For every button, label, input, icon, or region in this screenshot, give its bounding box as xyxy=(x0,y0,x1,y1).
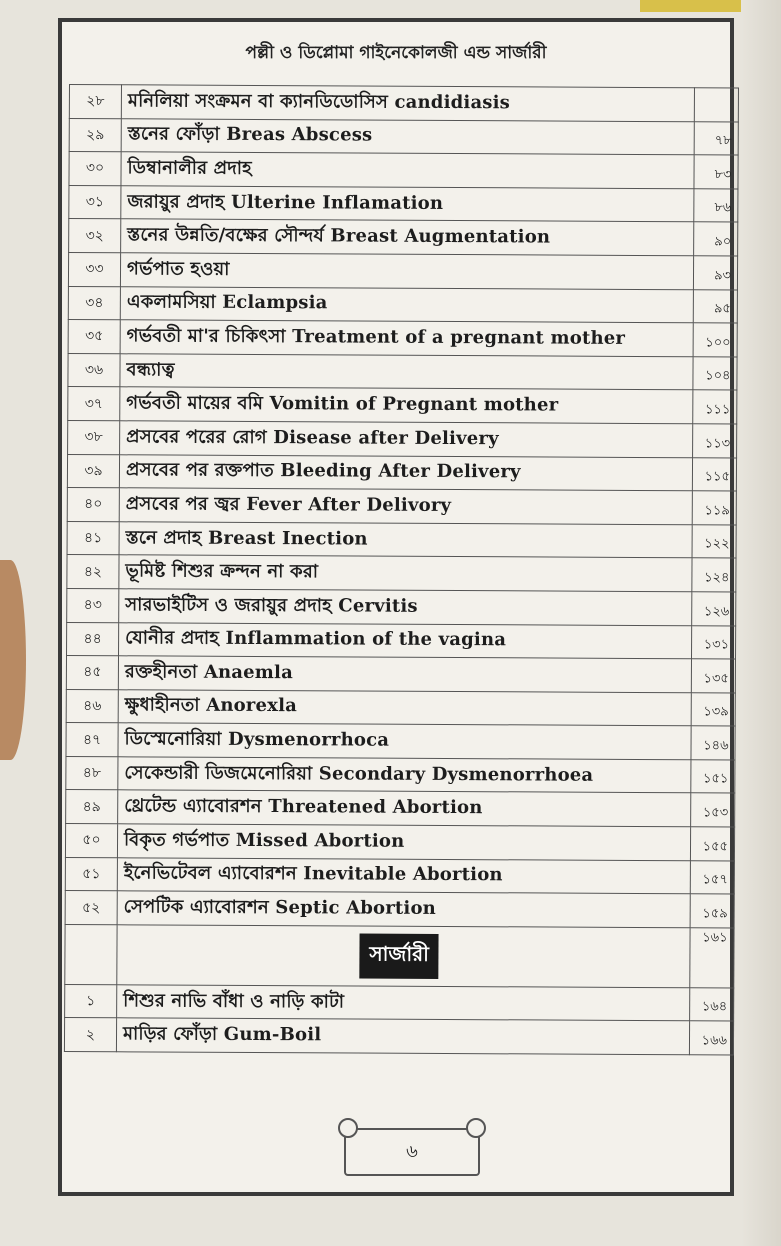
toc-row xyxy=(68,252,737,289)
toc-entry-page: ৭৮ xyxy=(694,121,738,155)
tab-curl-right-icon xyxy=(466,1118,486,1138)
finger-edge xyxy=(0,560,26,760)
toc-entry-title: থ্রেটেন্ড এ্যাবোরশন Threatened Abortion xyxy=(118,790,691,827)
toc-entry-number: ৪৫ xyxy=(66,656,118,690)
toc-entry-title: স্তনে প্রদাহ Breast Inection xyxy=(119,521,692,558)
toc-row xyxy=(68,353,737,390)
toc-entry-title: যোনীর প্রদাহ Inflammation of the vagina xyxy=(119,622,692,659)
toc-entry-title: ক্ষুধাহীনতা Anorexla xyxy=(118,689,691,726)
toc-row xyxy=(68,286,737,323)
toc-row xyxy=(65,824,734,861)
toc-row xyxy=(66,756,735,793)
toc-entry-title: সেপটিক এ্যাবোরশন Septic Abortion xyxy=(117,891,690,928)
toc-row xyxy=(66,723,735,760)
toc-entry-title: ভূমিষ্ট শিশুর ক্রন্দন না করা xyxy=(119,555,692,592)
toc-entry-page: ১৫৯ xyxy=(690,894,734,928)
toc-entry-page: ১২২ xyxy=(692,524,736,558)
toc-entry-page: ১১১ xyxy=(693,390,737,424)
toc-entry-page: ৯৩ xyxy=(693,256,737,290)
toc-entry-number: ৫১ xyxy=(65,857,117,891)
toc-entry-number: ৪৪ xyxy=(67,622,119,656)
toc-entry-title: সারভাইটিস ও জরায়ুর প্রদাহ Cervitis xyxy=(119,589,692,626)
toc-entry-page: ১৪৬ xyxy=(691,726,735,760)
toc-entry-page: ১৩৯ xyxy=(691,692,735,726)
toc-entry-title: একলামসিয়া Eclampsia xyxy=(120,286,693,323)
toc-entry-page: ১০০ xyxy=(693,323,737,357)
toc-entry-title: গর্ভপাত হওয়া xyxy=(120,253,693,290)
section-row xyxy=(65,924,734,988)
toc-entry-number: ৩১ xyxy=(69,185,121,219)
toc-row xyxy=(69,185,738,222)
toc-row xyxy=(65,984,734,1021)
toc-entry-number: ২৮ xyxy=(69,85,121,119)
toc-entry-number: ৩৯ xyxy=(67,454,119,488)
toc-row xyxy=(66,689,735,726)
toc-entry-title: ইনেভিটেবল এ্যাবোরশন Inevitable Abortion xyxy=(117,857,690,894)
toc-entry-page: ১২৪ xyxy=(692,558,736,592)
toc-entry-page: ৮৩ xyxy=(694,155,738,189)
toc-row xyxy=(69,118,738,155)
toc-entry-number: ৪৩ xyxy=(67,588,119,622)
toc-entry-page: ১২৬ xyxy=(692,592,736,626)
toc-entry-number: ৪৭ xyxy=(66,723,118,757)
page-number: ৬ xyxy=(406,1140,418,1162)
toc-entry-page: ১৩১ xyxy=(691,625,735,659)
book-header-title: পল্লী ও ডিপ্লোমা গাইনেকোলজী এন্ড সার্জারী xyxy=(245,43,547,63)
toc-entry-number: ৩৮ xyxy=(68,420,120,454)
toc-entry-title: জরায়ুর প্রদাহ Ulterine Inflamation xyxy=(121,186,694,223)
toc-row xyxy=(66,790,735,827)
toc-entry-number: ৩৬ xyxy=(68,353,120,387)
toc-entry-title: ডিস্মেনোরিয়া Dysmenorrhoca xyxy=(118,723,691,760)
toc-entry-number: ৩৫ xyxy=(68,320,120,354)
toc-entry-title: রক্তহীনতা Anaemla xyxy=(118,656,691,693)
toc-entry-title: স্তনের ফোঁড়া Breas Abscess xyxy=(121,118,694,155)
toc-entry-page: ১১৩ xyxy=(693,424,737,458)
toc-entry-title: শিশুর নাভি বাঁধা ও নাড়ি কাটা xyxy=(117,985,690,1022)
table-of-contents xyxy=(64,84,739,1056)
toc-row xyxy=(69,219,738,256)
toc-row xyxy=(64,1018,733,1055)
toc-entry-number: ৪১ xyxy=(67,521,119,555)
toc-entry-page: ১৫৫ xyxy=(690,827,734,861)
toc-entry-number: ৫২ xyxy=(65,891,117,925)
toc-entry-number: ২৯ xyxy=(69,118,121,152)
page-number-tab xyxy=(344,1128,480,1176)
toc-entry-number: ৪৮ xyxy=(66,756,118,790)
toc-entry-page: ১১৯ xyxy=(692,491,736,525)
toc-entry-title: প্রসবের পরের রোগ Disease after Delivery xyxy=(120,421,693,458)
toc-row xyxy=(68,420,737,457)
toc-entry-page: ১৬৬ xyxy=(689,1021,733,1055)
toc-entry-title: বিকৃত গর্ভপাত Missed Abortion xyxy=(117,824,690,861)
toc-entry-number: ৩২ xyxy=(69,219,121,253)
toc-entry-page: ১৫৩ xyxy=(691,793,735,827)
toc-entry-number: ৩৪ xyxy=(68,286,120,320)
toc-entry-number: ২ xyxy=(64,1018,116,1052)
toc-entry-number: ৩৩ xyxy=(68,252,120,286)
toc-row xyxy=(67,454,736,491)
toc-row xyxy=(68,320,737,357)
toc-entry-number: ৩৭ xyxy=(68,387,120,421)
toc-row xyxy=(65,891,734,928)
toc-row xyxy=(67,488,736,525)
toc-entry-page: ৮৬ xyxy=(694,189,738,223)
toc-entry-page: ৯৫ xyxy=(693,289,737,323)
section-title-cell xyxy=(117,925,690,988)
toc-entry-page: ১৬১ xyxy=(690,928,734,988)
toc-entry-title: বন্ধ্যাত্ব xyxy=(120,354,693,391)
toc-entry-number: ৩০ xyxy=(69,152,121,186)
section-banner: সার্জারী xyxy=(359,933,439,978)
toc-entry-number: ৪২ xyxy=(67,555,119,589)
toc-row xyxy=(69,152,738,189)
toc-row xyxy=(67,521,736,558)
book-edge-right xyxy=(741,0,781,1246)
toc-entry-title: মনিলিয়া সংক্রমন বা ক্যানডিডোসিস candidiasis xyxy=(121,85,694,122)
toc-entry-number: ১ xyxy=(65,984,117,1018)
toc-entry-title: ডিম্বানালীর প্রদাহ xyxy=(121,152,694,189)
book-page xyxy=(58,18,734,1196)
toc-entry-page: ৯০ xyxy=(694,222,738,256)
toc-entry-page: ১৫৭ xyxy=(690,860,734,894)
toc-entry-number: ৪৯ xyxy=(66,790,118,824)
toc-row xyxy=(68,387,737,424)
toc-entry-title: প্রসবের পর রক্তপাত Bleeding After Delivery xyxy=(119,454,692,491)
toc-entry-title: প্রসবের পর জ্বর Fever After Delivory xyxy=(119,488,692,525)
toc-row xyxy=(66,656,735,693)
toc-entry-page: ১১৫ xyxy=(692,457,736,491)
toc-entry-title: স্তনের উন্নতি/বক্ষের সৌন্দর্য Breast Augmentation xyxy=(121,219,694,256)
toc-entry-title: গর্ভবতী মায়ের বমি Vomitin of Pregnant mother xyxy=(120,387,693,424)
toc-row xyxy=(65,857,734,894)
toc-entry-title: সেকেন্ডারী ডিজমেনোরিয়া Secondary Dysmenorrhoea xyxy=(118,757,691,794)
toc-entry-number: ৫০ xyxy=(65,824,117,858)
toc-entry-page: ১৬৪ xyxy=(690,988,734,1022)
toc-entry-title: গর্ভবতী মা'র চিকিৎসা Treatment of a pregnant mother xyxy=(120,320,693,357)
toc-entry-number: ৪৬ xyxy=(66,689,118,723)
section-number-cell xyxy=(65,924,117,984)
toc-body xyxy=(64,85,738,1056)
toc-entry-number: ৪০ xyxy=(67,488,119,522)
toc-entry-page xyxy=(694,88,738,122)
toc-row xyxy=(69,85,738,122)
toc-row xyxy=(67,588,736,625)
toc-entry-page: ১৫১ xyxy=(691,760,735,794)
toc-entry-title: মাড়ির ফোঁড়া Gum-Boil xyxy=(116,1018,689,1055)
tab-curl-left-icon xyxy=(338,1118,358,1138)
toc-entry-page: ১৩৫ xyxy=(691,659,735,693)
toc-entry-page: ১০৪ xyxy=(693,357,737,391)
toc-row xyxy=(67,622,736,659)
toc-row xyxy=(67,555,736,592)
